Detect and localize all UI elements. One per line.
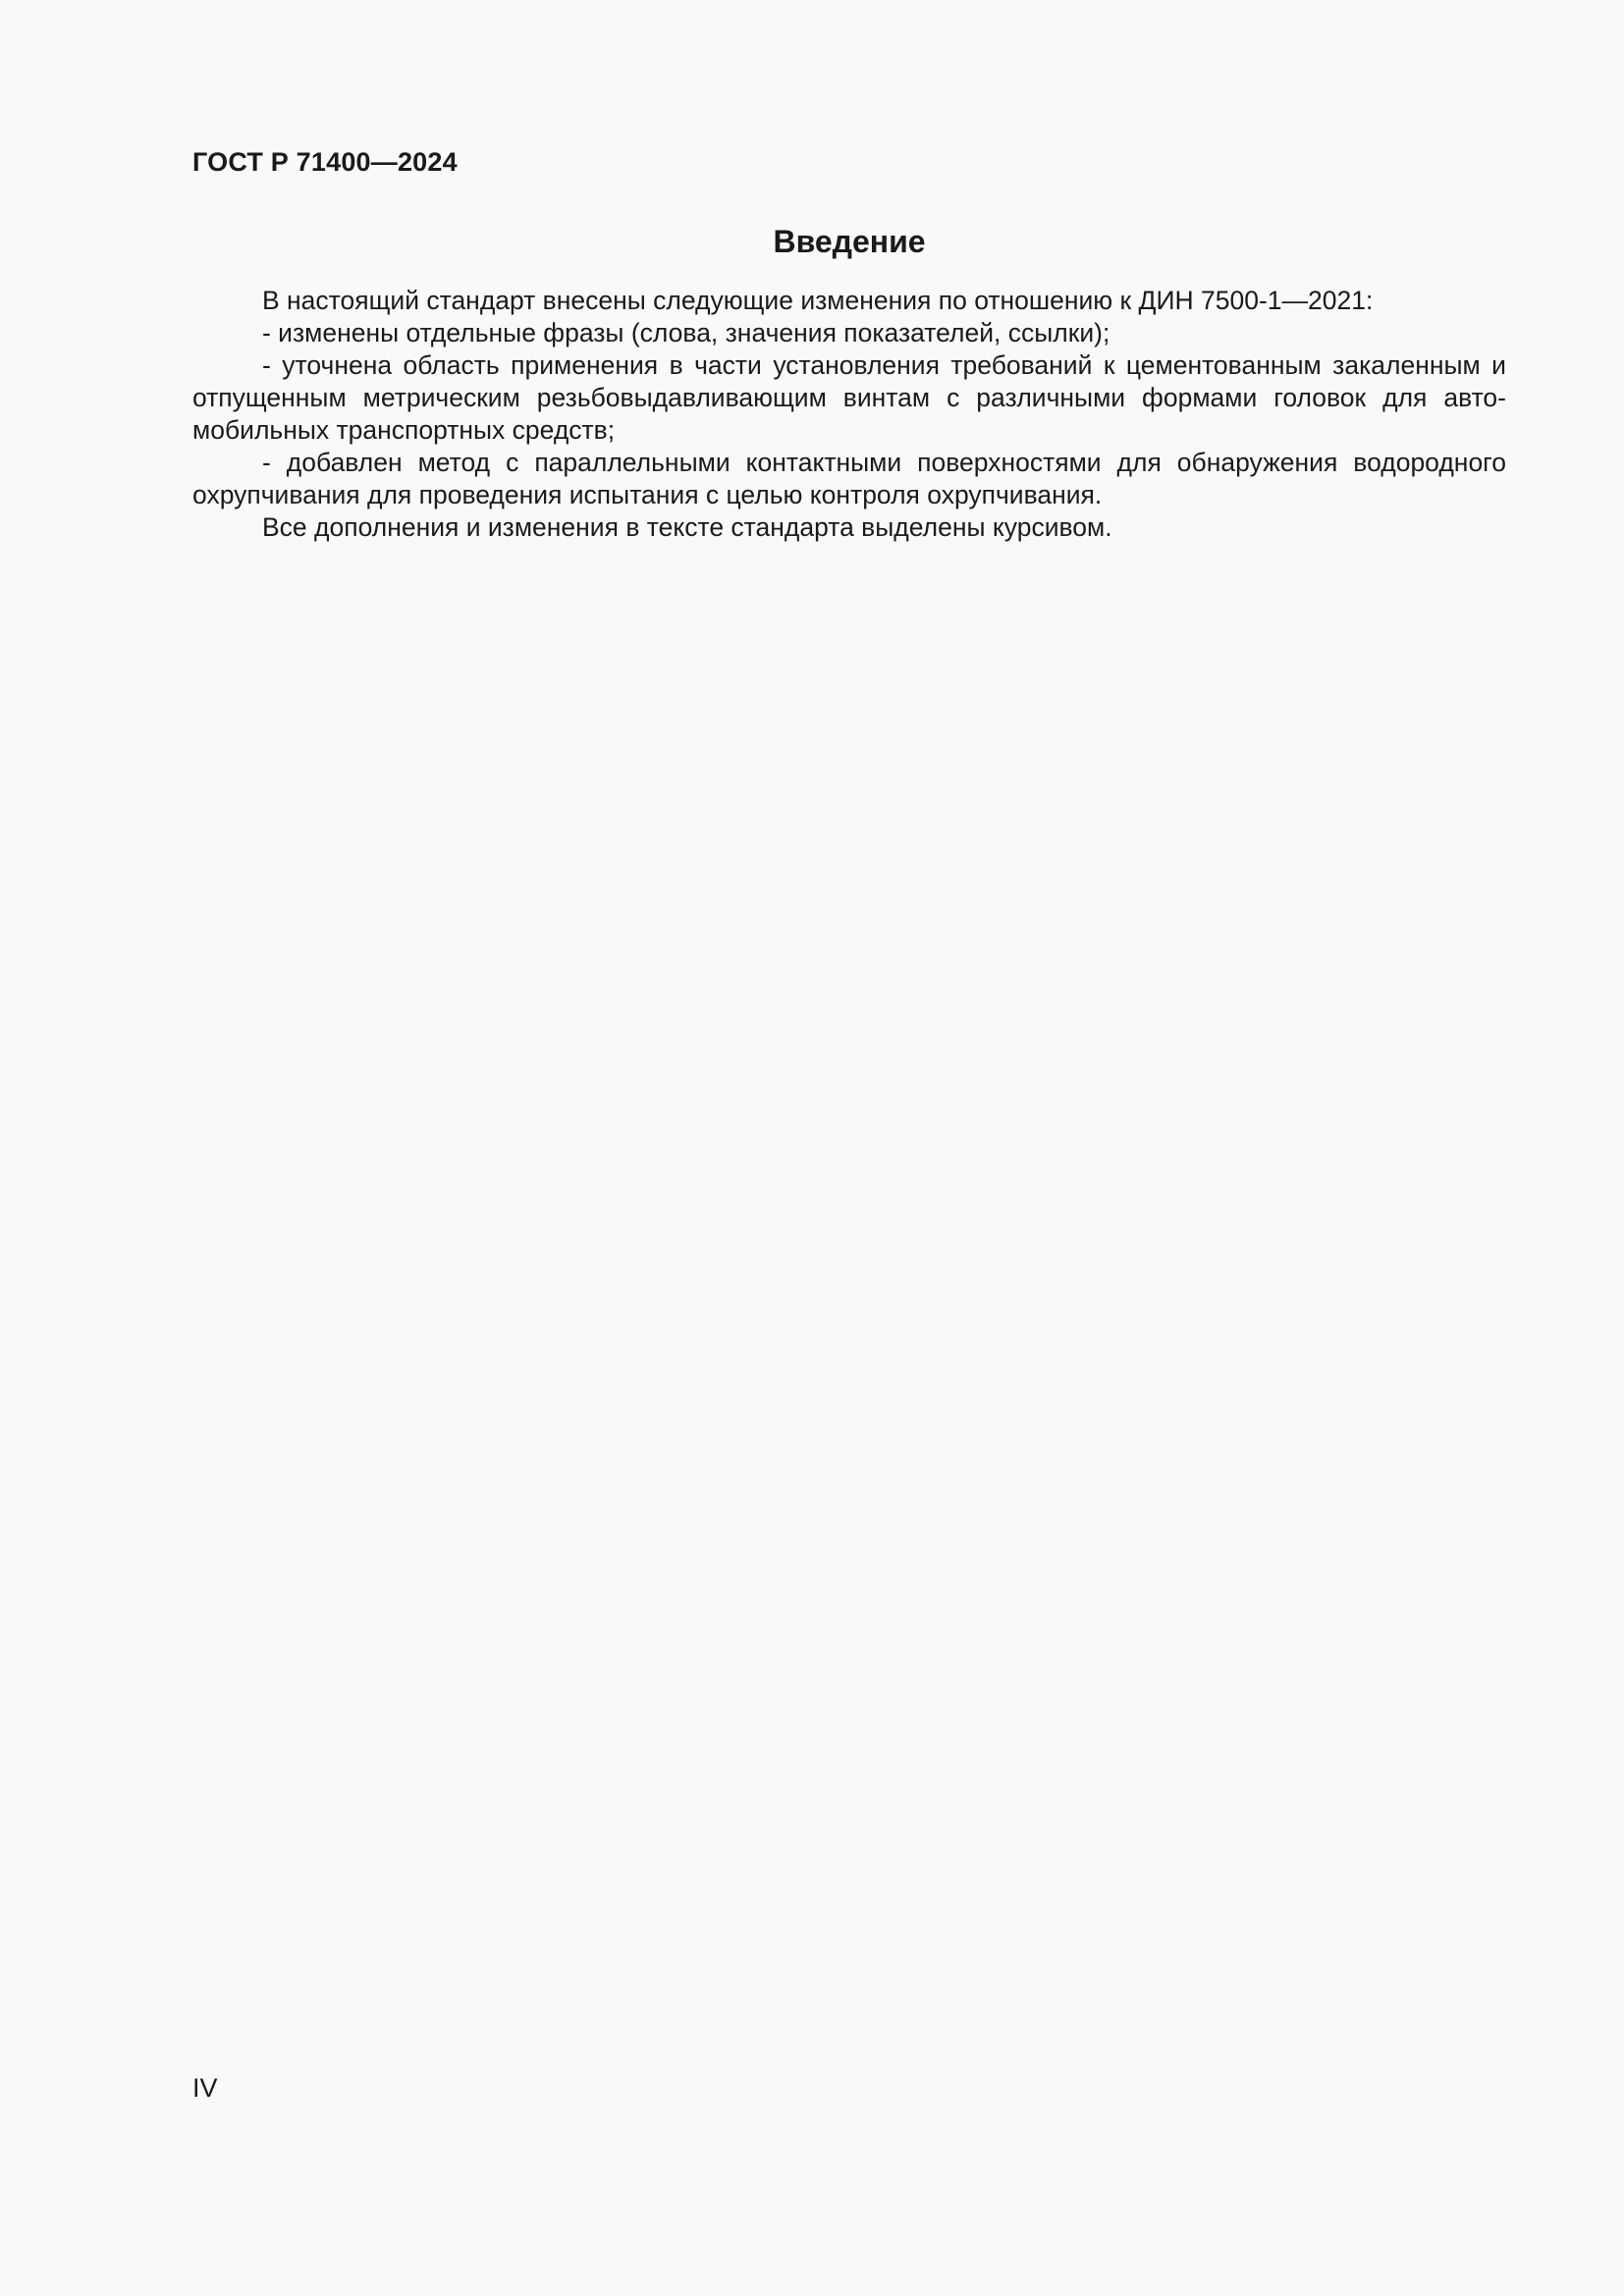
document-code: ГОСТ Р 71400—2024: [192, 147, 458, 177]
paragraph-italic-note: Все дополнения и изменения в тексте стандарта выделены курсивом.: [262, 512, 1112, 542]
paragraph-change-scope: - уточнена область применения в части установления требований к цементованным закаленным и отпущенным метрическим резьбовыдавливающим винтам с различными формами головок для автомобильных транспортных средств;: [192, 350, 1506, 445]
paragraph-change-method: - добавлен метод с параллельными контактными поверхностями для обнаружения водородного охрупчивания для проведения испытания с целью контроля охрупчивания.: [192, 448, 1506, 509]
page-number: IV: [192, 2073, 218, 2103]
paragraph-change-phrases: - изменены отдельные фразы (слова, значения показателей, ссылки);: [262, 318, 1110, 347]
section-body: [192, 285, 1506, 544]
paragraph-changes-intro: В настоящий стандарт внесены следующие изменения по отношению к ДИН 7500-1—2021:: [262, 286, 1374, 315]
section-title: Введение: [773, 224, 926, 259]
